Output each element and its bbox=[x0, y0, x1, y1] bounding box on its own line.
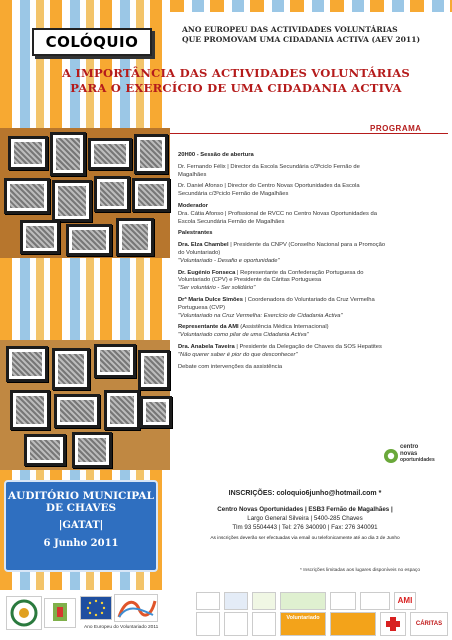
palestrante-item bbox=[178, 297, 440, 305]
sponsor-logo bbox=[252, 592, 276, 610]
eu-flag-icon bbox=[80, 596, 112, 620]
palestrante-item bbox=[178, 344, 440, 352]
speaker-line: Dr. Fernando Félix | Director da Escola Secundária c/3ºciclo Fernão de bbox=[178, 163, 360, 170]
cno-text-1: centro bbox=[400, 444, 419, 450]
moderator-line: Escola Secundária Fernão de Magalhães bbox=[178, 218, 285, 225]
palestrante-topic: "Voluntariado - Desafio e oportunidade" bbox=[178, 257, 280, 264]
cno-logo bbox=[383, 441, 443, 471]
palestrante-name: Representante da AMI bbox=[178, 324, 239, 331]
palestrante-name: Drª Maria Dulce Simões bbox=[178, 296, 243, 303]
speaker-line: Magalhães bbox=[178, 171, 207, 178]
sponsor-logo bbox=[330, 592, 356, 610]
palestrante-topic: "Ser voluntário - Ser solidário" bbox=[178, 285, 256, 292]
ami-text: AMI bbox=[397, 596, 413, 605]
programa-divider bbox=[168, 133, 448, 134]
picture-frame bbox=[88, 138, 132, 170]
european-year-line1: ANO EUROPEU DAS ACTIVIDADES VOLUNTÁRIAS bbox=[182, 25, 398, 34]
palestrante-role: do Voluntariado) bbox=[178, 249, 221, 256]
picture-frame bbox=[94, 176, 130, 212]
limited-seats-note: * Inscrições limitadas aos lugares disponíveis no espaço bbox=[300, 568, 420, 573]
picture-frame bbox=[8, 136, 48, 170]
palestrante-item bbox=[178, 242, 440, 250]
sponsor-logo bbox=[196, 612, 220, 636]
palestrante-role: | Representante da Confederação Portuguesa do bbox=[235, 269, 364, 276]
debate-line: Debate com intervenções da assistência bbox=[178, 363, 283, 370]
programa-label: PROGRAMA bbox=[370, 124, 422, 133]
picture-frame bbox=[94, 344, 136, 378]
picture-frame bbox=[4, 178, 50, 214]
opening-session: 20H00 - Sessão de abertura bbox=[178, 152, 254, 158]
palestrante-item bbox=[178, 324, 440, 332]
picture-frame bbox=[138, 350, 170, 390]
palestrante-name: Dra. Anabela Taveira bbox=[178, 343, 235, 350]
speakers-label: Palestrantes bbox=[178, 230, 213, 237]
palestrante-topic: "Voluntariado como pilar de uma Cidadania Activa" bbox=[178, 332, 309, 339]
school-logo bbox=[6, 596, 42, 630]
sponsor-logo bbox=[224, 612, 248, 636]
ami-logo bbox=[394, 592, 416, 610]
ano-europeu-caption: Ano Europeu do Voluntariado 2011 bbox=[84, 625, 159, 630]
main-title-line1: A IMPORTÂNCIA DAS ACTIVIDADES VOLUNTÁRIAS bbox=[61, 66, 411, 80]
sponsor-logo bbox=[224, 592, 248, 610]
sponsor-logo bbox=[280, 592, 326, 610]
speaker-line: Secundária c/3ºciclo Fernão de Magalhães bbox=[178, 191, 289, 198]
sponsor-logos bbox=[0, 590, 452, 640]
contact-info bbox=[170, 490, 440, 542]
sponsor-logo bbox=[196, 592, 220, 610]
municipality-logo bbox=[44, 598, 76, 628]
phone-line: Tlm 93 5504443 | Tel: 276 340090 | Fax: 276 340091 bbox=[232, 524, 378, 531]
palestrante-role: Portuguesa (CVP) bbox=[178, 304, 226, 311]
main-title bbox=[36, 66, 436, 96]
venue-line2: DE CHAVES bbox=[45, 502, 117, 514]
cno-text-3: oportunidades bbox=[400, 457, 435, 463]
picture-frame bbox=[10, 390, 50, 430]
picture-frame bbox=[52, 180, 92, 222]
moderator-label: Moderador bbox=[178, 202, 208, 209]
picture-frame bbox=[24, 434, 66, 466]
cno-text-2: novas bbox=[400, 450, 418, 457]
palestrante-role: | Presidente da Delegação de Chaves da SOS Hepatites bbox=[234, 343, 382, 350]
picture-frame bbox=[6, 346, 48, 382]
coloquio-badge: COLÓQUIO bbox=[32, 28, 152, 56]
event-date: 6 Junho 2011 bbox=[43, 538, 119, 549]
picture-frame bbox=[50, 132, 86, 176]
sponsor-logo bbox=[360, 592, 390, 610]
palestrante-role: Voluntariado (CPV) e Presidente da Cáritas Portuguesa bbox=[178, 277, 322, 284]
framed-pictures-photo-bottom bbox=[0, 340, 170, 470]
address-line: Largo General Silveira | 5400-285 Chaves bbox=[247, 515, 363, 522]
organizer-line: Centro Novas Oportunidades | ESB3 Fernão de Magalhães | bbox=[217, 506, 393, 513]
picture-frame bbox=[54, 394, 100, 428]
picture-frame bbox=[52, 348, 90, 390]
voluntariado-text: Voluntariado bbox=[286, 615, 320, 621]
venue-line1: AUDITÓRIO MUNICIPAL bbox=[8, 490, 154, 502]
palestrante-topic: "Voluntariado na Cruz Vermelha: Exercício de Cidadania Activa" bbox=[178, 312, 343, 319]
palestrante-name: Dra. Elza Chambel bbox=[178, 242, 229, 249]
palestrante-role: (Assistência Médica Internacional) bbox=[238, 324, 329, 331]
red-cross-logo bbox=[380, 612, 406, 636]
volunteer-year-logo bbox=[114, 594, 158, 622]
picture-frame bbox=[140, 396, 172, 428]
european-year-heading bbox=[182, 25, 438, 44]
sponsor-logo bbox=[330, 612, 376, 636]
palestrante-topic: "Não querer saber é pior do que desconhecer" bbox=[178, 351, 298, 358]
picture-frame bbox=[134, 134, 168, 174]
european-year-line2: QUE PROMOVAM UMA CIDADANIA ACTIVA (AEV 2011) bbox=[182, 34, 421, 44]
speaker-line: Dr. Daniel Afonso | Director do Centro Novas Oportunidades da Escola bbox=[178, 183, 360, 190]
programme-list bbox=[178, 139, 440, 371]
caritas-logo bbox=[410, 612, 448, 636]
registration-email[interactable]: INSCRIÇÕES: coloquio6junho@hotmail.com * bbox=[228, 490, 382, 497]
picture-frame bbox=[72, 432, 112, 468]
voluntariado-logo bbox=[280, 612, 326, 636]
framed-pictures-photo-top bbox=[0, 128, 170, 258]
picture-frame bbox=[132, 178, 170, 212]
venue-line3: |GATAT| bbox=[58, 520, 104, 531]
picture-frame bbox=[20, 220, 60, 254]
sponsor-logo bbox=[252, 612, 276, 636]
top-stripe-bar bbox=[170, 0, 452, 12]
moderator-line: Dra. Cátia Afonso | Profissional de RVCC no Centro Novas Oportunidades da bbox=[178, 210, 377, 217]
palestrante-item bbox=[178, 270, 440, 278]
picture-frame bbox=[116, 218, 154, 256]
picture-frame bbox=[66, 224, 112, 256]
palestrante-role: | Presidente da CNPV (Conselho Nacional para a Promoção bbox=[228, 242, 386, 249]
main-title-line2: PARA O EXERCÍCIO DE UMA CIDADANIA ACTIVA bbox=[70, 81, 402, 95]
venue-box bbox=[4, 480, 158, 572]
palestrante-role: | Coordenadora do Voluntariado da Cruz Vermelha bbox=[242, 296, 375, 303]
palestrante-name: Dr. Eugénio Fonseca bbox=[178, 269, 236, 276]
registration-note: As inscrições deverão ser efectuadas via email ou telefonicamente até ao dia 3 de Junho bbox=[210, 536, 400, 541]
picture-frame bbox=[104, 390, 140, 430]
caritas-text: CÁRITAS bbox=[415, 621, 443, 627]
